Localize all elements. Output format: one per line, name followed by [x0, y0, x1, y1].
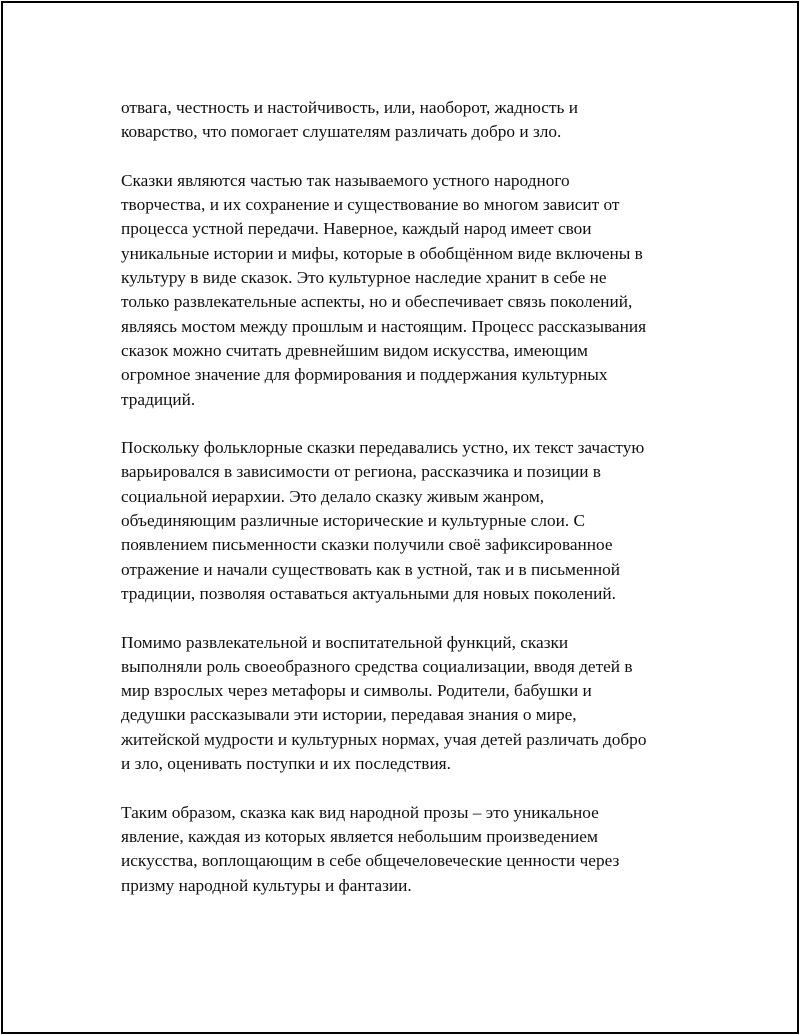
document-body [121, 96, 721, 922]
paragraph: Таким образом, сказка как вид народной прозы – это уникальное явление, каждая из которых является небольшим произведением искусства, воплощающим в себе общечеловеческие ценности через призму народной культуры и фантазии. [121, 802, 620, 895]
paragraph: отвага, честность и настойчивость, или, наоборот, жадность и коварство, что помогает слушателям различать добро и зло. [121, 98, 578, 142]
paragraph: Помимо развлекательной и воспитательной функций, сказки выполняли роль своеобразного средства социализации, вводя детей в мир взрослых через метафоры и символы. Родители, бабушки и дедушки рассказывали эти истории, передавая знания о мире, житейской мудрости и культурных нормах, учая детей различать добро и зло, оценивать поступки и их последствия. [121, 632, 647, 774]
page-frame [1, 1, 799, 1034]
paragraph: Поскольку фольклорные сказки передавались устно, их текст зачастую варьировался в зависимости от региона, рассказчика и позиции в социальной иерархии. Это делало сказку живым жанром, объединяющим различные исторические и культурные слои. С появлением письменности сказки получили своё зафиксированное отражение и начали существовать как в устной, так и в письменной традиции, позволяя оставаться актуальными для новых поколений. [121, 438, 645, 603]
paragraph: Сказки являются частью так называемого устного народного творчества, и их сохранение и существование во многом зависит от процесса устной передачи. Наверное, каждый народ имеет свои уникальные истории и мифы, которые в обобщённом виде включены в культуру в виде сказок. Это культурное наследие хранит в себе не только развлекательные аспекты, но и обеспечивает связь поколений, являясь мостом между прошлым и настоящим. Процесс рассказывания сказок можно считать древнейшим видом искусства, имеющим огромное значение для формирования и поддержания культурных традиций. [121, 170, 647, 409]
